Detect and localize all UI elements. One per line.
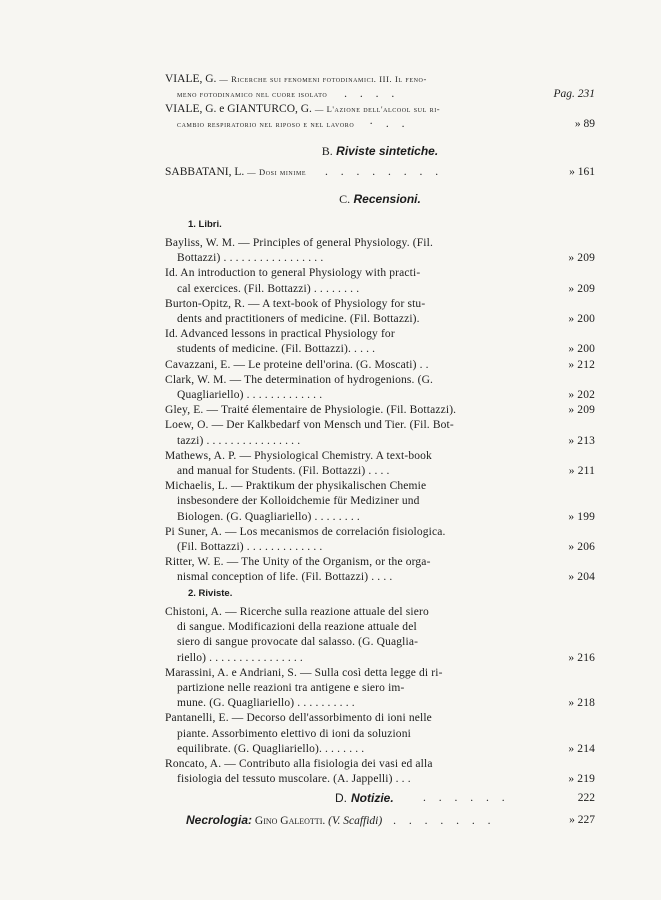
leader-dots: · . . bbox=[369, 118, 410, 130]
toc-entry-line bbox=[177, 251, 595, 265]
entry-text: riello) . . . . . . . . . . . . . . . . bbox=[177, 651, 303, 664]
subsection-riviste-heading: 2. Riviste. bbox=[188, 588, 233, 599]
entry-text: partizione nelle reazioni tra antigene e siero im- bbox=[177, 682, 405, 694]
toc-entry-line bbox=[177, 312, 595, 326]
toc-entry-line bbox=[165, 757, 595, 771]
toc-entry-line bbox=[177, 635, 595, 649]
page-number: » 89 bbox=[574, 118, 595, 130]
page-number: » 219 bbox=[568, 773, 595, 786]
entry-text: Pi Suner, A. — Los mecanismos de correlación fisiologica. bbox=[165, 525, 446, 538]
entry-text: and manual for Students. (Fil. Bottazzi) . . . . bbox=[177, 465, 390, 477]
entry-viale-1-line-1 bbox=[165, 72, 595, 86]
author: VIALE, G. bbox=[165, 73, 217, 85]
toc-entry-line bbox=[165, 373, 595, 387]
entry-text: mune. (G. Quagliariello) . . . . . . . . . . bbox=[177, 697, 355, 710]
toc-entry-line bbox=[165, 449, 595, 463]
entry-text: Cavazzani, E. — Le proteine dell'orina. (G. Moscati) . . bbox=[165, 358, 429, 371]
entry-text: tazzi) . . . . . . . . . . . . . . . . bbox=[177, 434, 301, 447]
author: VIALE, G. e GIANTURCO, G. bbox=[165, 103, 312, 115]
page-number: » 227 bbox=[569, 814, 595, 826]
entry-text: Gley, E. — Traité élementaire de Physiologie. (Fil. Bottazzi). bbox=[165, 404, 457, 417]
page-number: » 200 bbox=[568, 343, 595, 356]
entry-text: nismal conception of life. (Fil. Bottazzi) . . . . bbox=[177, 571, 393, 584]
page-number: » 214 bbox=[568, 742, 595, 755]
toc-entry-line bbox=[165, 525, 595, 539]
entry-text: di sangue. Modificazioni della reazione attuale del bbox=[177, 621, 417, 634]
necrologia-line bbox=[186, 813, 595, 828]
entry-text: siero di sangue provocate dal salasso. (G. Quaglia- bbox=[177, 636, 419, 649]
necrologia-label: Necrologia: bbox=[186, 813, 253, 827]
section-title: Notizie. bbox=[351, 791, 394, 805]
toc-entry-line bbox=[165, 297, 595, 311]
leader-dots: . . . . bbox=[344, 88, 400, 100]
entry-text: fisiologia del tessuto muscolare. (A. Jappelli) . . . bbox=[177, 773, 411, 786]
author: SABBATANI, L. bbox=[165, 166, 245, 178]
page-number: » 212 bbox=[568, 358, 595, 371]
page-number: » 218 bbox=[568, 697, 595, 710]
entry-text: Quagliariello) . . . . . . . . . . . . . bbox=[177, 389, 323, 401]
toc-entry-line bbox=[177, 342, 595, 356]
page-number: » 216 bbox=[568, 651, 595, 664]
page-number: » 161 bbox=[569, 166, 595, 178]
entry-text: (Fil. Bottazzi) . . . . . . . . . . . . . bbox=[177, 541, 323, 553]
page-number: » 206 bbox=[568, 541, 595, 553]
toc-entry-line bbox=[165, 418, 595, 432]
toc-entry-line bbox=[165, 236, 595, 250]
section-prefix: B. bbox=[321, 144, 333, 158]
page-number: » 199 bbox=[568, 510, 595, 523]
entry-text: Mathews, A. P. — Physiological Chemistry. A text-book bbox=[165, 449, 432, 462]
entry-viale-1-line-2 bbox=[165, 87, 595, 101]
toc-entry-line bbox=[165, 666, 595, 680]
toc-entry-line bbox=[177, 464, 595, 478]
toc-entry-line bbox=[177, 772, 595, 786]
section-title: Riviste sintetiche. bbox=[336, 144, 439, 158]
page-number: » 209 bbox=[568, 252, 595, 265]
entry-title: — Dosi minime bbox=[247, 167, 307, 177]
entry-text: Bottazzi) . . . . . . . . . . . . . . . . . bbox=[177, 252, 324, 265]
page-number: » 209 bbox=[568, 404, 595, 417]
toc-entry-line bbox=[165, 555, 595, 569]
toc-entry-line bbox=[165, 403, 595, 417]
toc-entry-line bbox=[177, 742, 595, 756]
section-b-heading bbox=[165, 143, 595, 159]
toc-entry-line bbox=[177, 570, 595, 584]
toc-entry-line bbox=[177, 540, 595, 554]
entry-text: Ritter, W. E. — The Unity of the Organism, or the orga- bbox=[165, 556, 431, 569]
entry-text: Id. An introduction to general Physiology with practi- bbox=[165, 267, 421, 280]
entry-title: meno fotodinamico nel cuore isolato bbox=[177, 89, 328, 99]
entry-text: Loew, O. — Der Kalkbedarf von Mensch und Tier. (Fil. Bot- bbox=[165, 419, 454, 432]
entry-text: Michaelis, L. — Praktikum der physikalischen Chemie bbox=[165, 480, 427, 493]
toc-entry-line bbox=[165, 605, 595, 619]
entry-text: cal exercices. (Fil. Bottazzi) . . . . . . . . bbox=[177, 282, 360, 295]
leader-dots: . . . . . . . bbox=[393, 815, 496, 827]
toc-entry-line bbox=[177, 620, 595, 634]
toc-entry-line bbox=[165, 358, 595, 372]
entry-text: insbesondere der Kolloidchemie für Mediziner und bbox=[177, 495, 420, 508]
toc-entry-line bbox=[177, 696, 595, 710]
toc-entry-line bbox=[177, 510, 595, 524]
toc-entry-line bbox=[165, 266, 595, 280]
toc-entry-line bbox=[177, 494, 595, 508]
section-title: Recensioni. bbox=[353, 192, 421, 206]
toc-entry-line bbox=[177, 727, 595, 741]
section-prefix: D. bbox=[335, 791, 347, 805]
entry-text: Clark, W. M. — The determination of hydrogenions. (G. bbox=[165, 373, 434, 386]
page-number: 222 bbox=[577, 792, 595, 804]
entry-text: Biologen. (G. Quagliariello) . . . . . . . . bbox=[177, 510, 360, 523]
entry-text: Bayliss, W. M. — Principles of general Physiology. (Fil. bbox=[165, 237, 433, 249]
entry-viale-2-line-1 bbox=[165, 102, 595, 116]
entry-text: Roncato, A. — Contributo alla fisiologia dei vasi ed alla bbox=[165, 758, 433, 770]
entry-text: equilibrate. (G. Quagliariello). . . . . . . . bbox=[177, 742, 365, 755]
page-number: » 204 bbox=[568, 571, 595, 584]
section-c-heading bbox=[165, 191, 595, 207]
entry-text: Id. Advanced lessons in practical Physiology for bbox=[165, 328, 395, 341]
page-number: » 209 bbox=[568, 282, 595, 295]
entry-text: Pantanelli, E. — Decorso dell'assorbimento di ioni nelle bbox=[165, 712, 432, 725]
toc-entry-line bbox=[165, 479, 595, 493]
page-number: Pag. 231 bbox=[553, 88, 595, 100]
entry-text: Chistoni, A. — Ricerche sulla reazione attuale del siero bbox=[165, 606, 429, 618]
page-number: » 213 bbox=[568, 434, 595, 447]
entry-title: — Ricerche sui fenomeni fotodinamici. III. Il feno- bbox=[219, 74, 427, 84]
leader-dots: . . . . . . bbox=[423, 792, 510, 804]
toc-entry-line bbox=[165, 327, 595, 341]
toc-entry-line bbox=[177, 434, 595, 448]
toc-entry-line bbox=[177, 681, 595, 695]
page-number: » 200 bbox=[568, 313, 595, 325]
toc-entry-line bbox=[165, 711, 595, 725]
page-number: » 202 bbox=[568, 389, 595, 401]
page-number: » 211 bbox=[568, 465, 595, 477]
entry-text: piante. Assorbimento elettivo di ioni da soluzioni bbox=[177, 727, 411, 740]
entry-title: cambio respiratorio nel riposo e nel lavoro bbox=[177, 119, 355, 129]
entry-sabbatani bbox=[165, 165, 595, 179]
leader-dots: . . . . . . . . bbox=[325, 166, 444, 178]
entry-text: students of medicine. (Fil. Bottazzi). . . . . bbox=[177, 343, 376, 356]
toc-entry-line bbox=[177, 282, 595, 296]
entry-title: — L'azione dell'alcool sul ri- bbox=[314, 104, 441, 114]
subsection-libri-heading: 1. Libri. bbox=[188, 219, 222, 230]
toc-entry-line bbox=[177, 651, 595, 665]
entry-text: dents and practitioners of medicine. (Fil. Bottazzi). bbox=[177, 313, 420, 325]
entry-text: Burton-Opitz, R. — A text-book of Physiology for stu- bbox=[165, 297, 426, 310]
necrologia-reviewer: (V. Scaffidi) bbox=[328, 815, 383, 827]
entry-viale-2-line-2 bbox=[165, 117, 595, 131]
section-prefix: C. bbox=[339, 192, 351, 206]
toc-entry-line bbox=[177, 388, 595, 402]
entry-text: Marassini, A. e Andriani, S. — Sulla così detta legge di ri- bbox=[165, 666, 443, 679]
necrologia-name: Gino Galeotti. bbox=[254, 815, 326, 827]
